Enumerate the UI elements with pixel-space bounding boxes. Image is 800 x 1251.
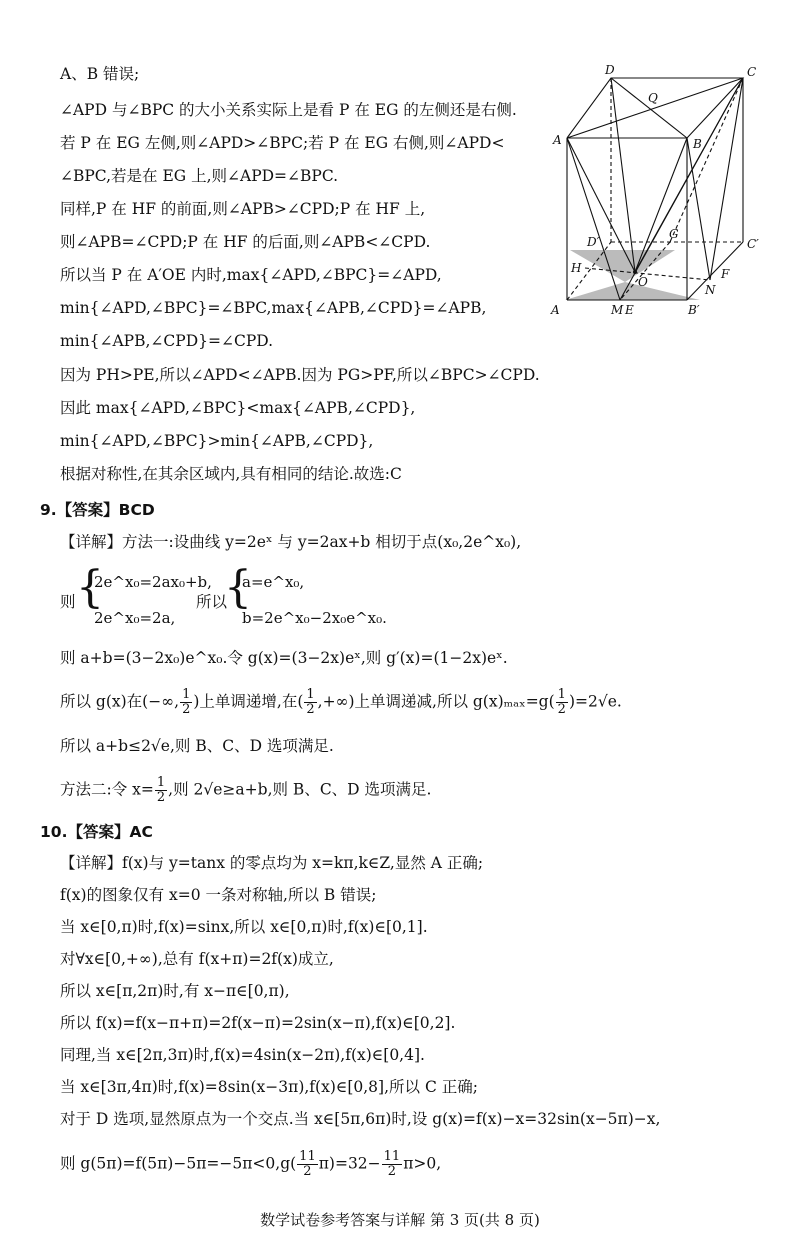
q9-system1-eq1: 2e^x₀=2ax₀+b,: [94, 573, 212, 591]
label-Q: Q: [648, 91, 658, 105]
q10-header: 10.【答案】AC: [40, 823, 153, 841]
q9-system2-eq2: b=2e^x₀−2x₀e^x₀.: [242, 609, 387, 627]
text-line: min{∠APB,∠CPD}=∠CPD.: [60, 332, 274, 350]
text-line: A、B 错误;: [60, 65, 140, 83]
label-O: O: [638, 275, 648, 289]
text-line: 同样,P 在 HF 的前面,则∠APB>∠CPD;P 在 HF 上,: [60, 200, 426, 218]
text-line: min{∠APD,∠BPC}=∠BPC,max{∠APB,∠CPD}=∠APB,: [60, 299, 487, 317]
label-H: H: [571, 261, 582, 275]
label-A-top: A: [553, 133, 562, 147]
label-D-prime: D′: [587, 235, 600, 249]
label-A-bottom: A: [551, 303, 560, 317]
q9-line5: 所以 a+b≤2√e,则 B、C、D 选项满足.: [60, 737, 334, 755]
text-line: 根据对称性,在其余区域内,具有相同的结论.故选:C: [60, 465, 402, 483]
text-line: 因此 max{∠APD,∠BPC}<max{∠APB,∠CPD},: [60, 399, 416, 417]
q9-system2-eq1: a=e^x₀,: [242, 573, 305, 591]
text-line: 若 P 在 EG 左侧,则∠APD>∠BPC;若 P 在 EG 右侧,则∠APD<: [60, 134, 505, 152]
q10-line: f(x)的图象仅有 x=0 一条对称轴,所以 B 错误;: [60, 886, 377, 904]
brace-icon: {: [224, 562, 252, 613]
label-C: C: [747, 65, 757, 79]
label-M: M: [611, 303, 624, 317]
label-C-prime: C′: [747, 237, 759, 251]
page-footer: 数学试卷参考答案与详解 第 3 页(共 8 页): [260, 1211, 540, 1229]
q10-line: 所以 x∈[π,2π)时,有 x−π∈[0,π),: [60, 982, 290, 1000]
label-N: N: [705, 283, 716, 297]
q10-line: 当 x∈[3π,4π)时,f(x)=8sin(x−3π),f(x)∈[0,8],所以 C 正确;: [60, 1078, 478, 1096]
q10-last-line: 则 g(5π)=f(5π)−5π=−5π<0,g( $\frac{11}{2}$ π)=32− $\frac{11}{2}$ π>0,: [60, 1149, 442, 1179]
label-E: E: [625, 303, 634, 317]
text-line: 则∠APB=∠CPD;P 在 HF 的后面,则∠APB<∠CPD.: [60, 233, 431, 251]
q9-line1: 【详解】方法一:设曲线 y=2eˣ 与 y=2ax+b 相切于点(x₀,2e^x₀),: [60, 533, 522, 551]
q9-system1-eq2: 2e^x₀=2a,: [94, 609, 176, 627]
text-line: ∠APD 与∠BPC 的大小关系实际上是看 P 在 EG 的左侧还是右侧.: [60, 101, 517, 119]
cube-diagram: [545, 62, 775, 322]
text-line: 所以当 P 在 A′OE 内时,max{∠APD,∠BPC}=∠APD,: [60, 266, 442, 284]
q9-header: 9.【答案】BCD: [40, 501, 155, 519]
label-D: D: [605, 63, 615, 77]
q10-line: 对于 D 选项,显然原点为一个交点.当 x∈[5π,6π)时,设 g(x)=f(x)−x=32sin(x−5π)−x,: [60, 1110, 661, 1128]
label-G: G: [669, 227, 679, 241]
text-line: ∠BPC,若是在 EG 上,则∠APD=∠BPC.: [60, 167, 339, 185]
q10-line: 对∀x∈[0,+∞),总有 f(x+π)=2f(x)成立,: [60, 950, 334, 968]
q9-line4: 所以 g(x)在(−∞, $\frac{1}{2}$ )上单调递增,在( $\frac{1}{2}$ ,+∞)上单调递减,所以 g(x)ₘₐₓ=g( $\frac{1}{2}$ )=2√e.: [60, 687, 622, 717]
q10-line: 【详解】f(x)与 y=tanx 的零点均为 x=kπ,k∈Z,显然 A 正确;: [60, 854, 484, 872]
q9-so: 所以: [196, 593, 228, 611]
q10-line: 当 x∈[0,π)时,f(x)=sinx,所以 x∈[0,π)时,f(x)∈[0,1].: [60, 918, 428, 936]
q10-line: 所以 f(x)=f(x−π+π)=2f(x−π)=2sin(x−π),f(x)∈[0,2].: [60, 1014, 456, 1032]
q9-line6: 方法二:令 x= $\frac{1}{2}$ ,则 2√e≥a+b,则 B、C、D 选项满足.: [60, 775, 432, 805]
label-B: B: [693, 137, 702, 151]
label-F: F: [721, 267, 730, 281]
q9-then: 则: [60, 593, 76, 611]
q9-line3: 则 a+b=(3−2x₀)e^x₀.令 g(x)=(3−2x)eˣ,则 g′(x)=(1−2x)eˣ.: [60, 649, 508, 667]
label-B-prime: B′: [688, 303, 700, 317]
text-line: min{∠APD,∠BPC}>min{∠APB,∠CPD},: [60, 432, 374, 450]
q10-line: 同理,当 x∈[2π,3π)时,f(x)=4sin(x−2π),f(x)∈[0,4].: [60, 1046, 425, 1064]
brace-icon: {: [76, 562, 104, 613]
text-line: 因为 PH>PE,所以∠APD<∠APB.因为 PG>PF,所以∠BPC>∠CPD.: [60, 366, 540, 384]
